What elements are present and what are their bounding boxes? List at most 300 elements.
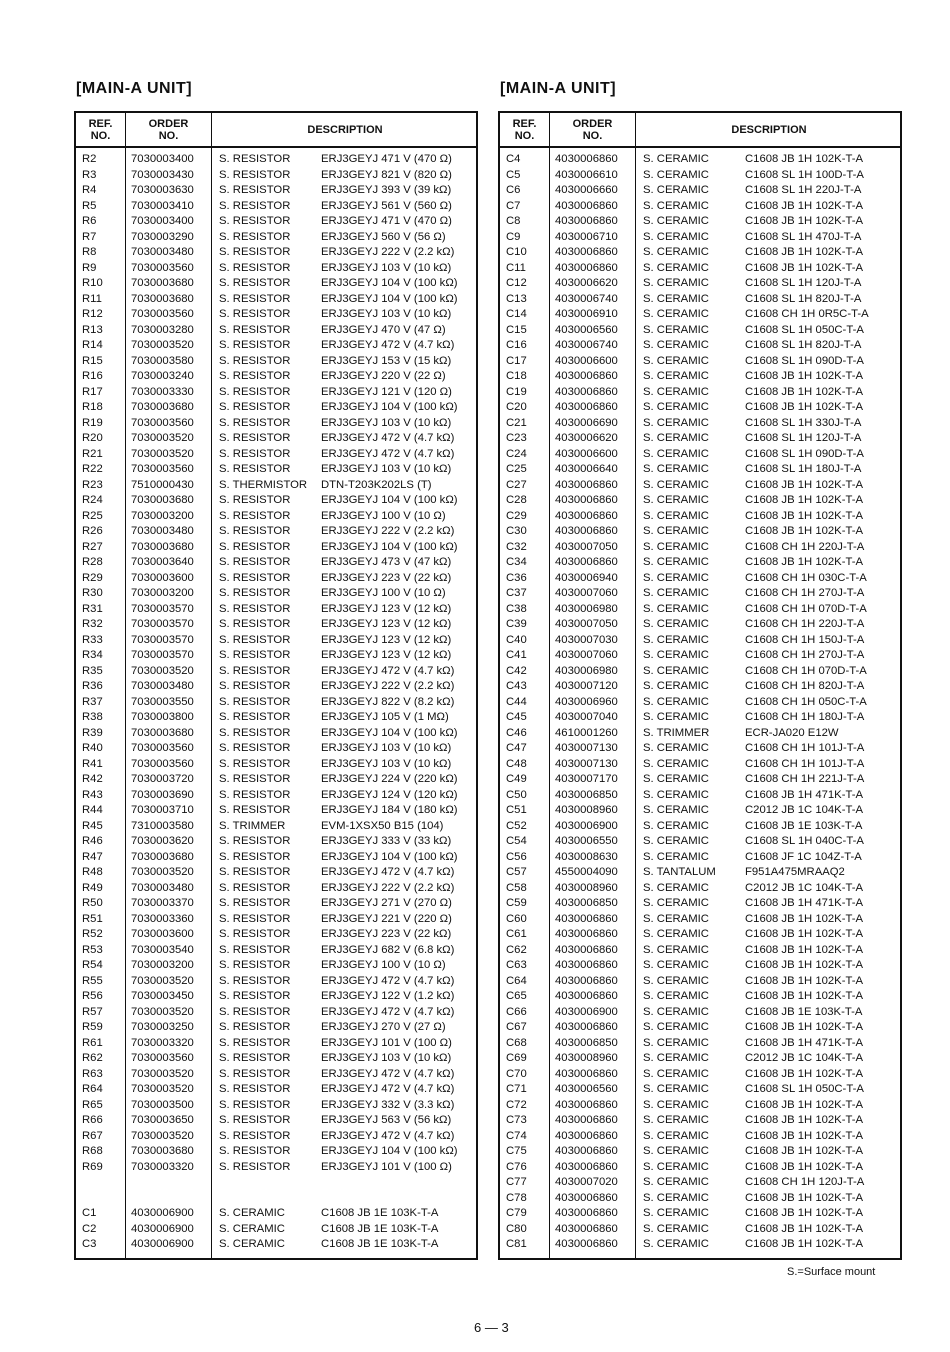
order-no-cell: 7030003520 (131, 974, 194, 987)
ref-no-cell: R34 (82, 649, 103, 661)
part-type-cell: S. CERAMIC (643, 664, 709, 677)
table-row (76, 183, 476, 199)
ref-no-cell: R6 (82, 215, 97, 227)
ref-no-cell: C18 (506, 370, 527, 382)
part-spec-cell: ERJ3GEYJ 470 V (47 Ω) (321, 323, 446, 336)
part-type-cell: S. RESISTOR (219, 1083, 291, 1095)
ref-no-cell: R40 (82, 742, 103, 754)
part-type-cell: S. CERAMIC (643, 1176, 709, 1188)
part-type-cell: S. RESISTOR (219, 168, 291, 181)
order-no-cell: 4030006900 (555, 819, 618, 832)
table-row (76, 199, 476, 215)
part-type-cell: S. CERAMIC (643, 1160, 709, 1173)
table-row (76, 431, 476, 447)
table-row (76, 834, 476, 850)
order-no-cell: 4030007060 (555, 649, 618, 661)
order-no-cell: 7030003200 (131, 509, 194, 522)
part-type-cell: S. CERAMIC (643, 695, 709, 708)
order-no-cell: 7030003480 (131, 246, 194, 258)
order-no-cell: 7030003520 (131, 447, 194, 460)
part-spec-cell: ERJ3GEYJ 472 V (4.7 kΩ) (321, 339, 455, 351)
part-type-cell: S. RESISTOR (219, 602, 291, 615)
order-no-cell: 4030007020 (555, 1176, 618, 1188)
part-type-cell: S. THERMISTOR (219, 478, 308, 491)
ref-no-cell: C11 (506, 261, 526, 274)
table-row (500, 757, 900, 773)
ref-no-cell: C80 (506, 1222, 527, 1235)
order-no-cell: 4030006860 (555, 153, 618, 165)
order-no-cell: 7030003550 (131, 695, 194, 708)
table-row (500, 865, 900, 881)
table-row (500, 586, 900, 602)
part-spec-cell: C1608 CH 1H 070D-T-A (745, 664, 867, 677)
order-no-cell: 4030006860 (555, 928, 618, 940)
part-type-cell: S. CERAMIC (643, 525, 709, 537)
table-row (500, 896, 900, 912)
ref-no-cell: C9 (506, 230, 521, 243)
table-row (500, 1129, 900, 1145)
order-no-cell: 7030003560 (131, 261, 194, 274)
order-no-cell: 7030003570 (131, 618, 194, 630)
part-spec-cell: ERJ3GEYJ 393 V (39 kΩ) (321, 184, 452, 196)
part-type-cell: S. CERAMIC (643, 277, 709, 289)
part-spec-cell: C1608 JB 1H 102K-T-A (745, 943, 864, 956)
part-spec-cell: C1608 CH 1H 220J-T-A (745, 540, 865, 553)
table-row (500, 726, 900, 742)
order-no-cell: 4030006860 (555, 943, 618, 956)
part-type-cell: S. CERAMIC (643, 1129, 709, 1142)
order-no-cell: 4030006860 (555, 1145, 618, 1157)
table-row (76, 865, 476, 881)
order-no-cell: 4030006900 (131, 1207, 194, 1219)
part-type-cell: S. CERAMIC (643, 230, 709, 243)
order-no-cell: 4030007120 (555, 680, 618, 692)
part-spec-cell: C1608 SL 1H 090D-T-A (745, 354, 864, 367)
order-no-cell: 7030003800 (131, 711, 194, 723)
part-type-cell: S. CERAMIC (643, 974, 709, 987)
part-spec-cell: C1608 JB 1H 102K-T-A (745, 1238, 864, 1250)
table-row (500, 168, 900, 184)
part-type-cell: S. CERAMIC (643, 339, 709, 351)
part-type-cell: S. RESISTOR (219, 1098, 291, 1111)
table-row (500, 369, 900, 385)
part-type-cell: S. RESISTOR (219, 215, 291, 227)
table-row (76, 819, 476, 835)
order-no-cell: 4030007040 (555, 711, 618, 723)
table-row (500, 261, 900, 277)
part-type-cell: S. RESISTOR (219, 680, 291, 692)
ref-no-cell: R67 (82, 1129, 103, 1142)
part-spec-cell: C1608 JB 1H 102K-T-A (745, 1160, 864, 1173)
part-type-cell: S. RESISTOR (219, 1052, 291, 1064)
table-row (76, 261, 476, 277)
order-no-cell: 4030006860 (555, 990, 618, 1002)
right-unit-title: [MAIN-A UNIT] (500, 80, 617, 97)
table-row (76, 524, 476, 540)
part-spec-cell: ERJ3GEYJ 100 V (10 Ω) (321, 587, 446, 599)
part-spec-cell: C1608 CH 1H 180J-T-A (745, 711, 865, 723)
ref-no-cell: R32 (82, 618, 103, 630)
ref-no-cell: R14 (82, 339, 103, 351)
table-row (76, 664, 476, 680)
part-spec-cell: C1608 JB 1H 102K-T-A (745, 246, 864, 258)
ref-no-cell: C30 (506, 525, 527, 537)
ref-no-cell: R38 (82, 711, 103, 723)
order-no-cell: 7030003520 (131, 1083, 194, 1095)
table-row (76, 509, 476, 525)
part-type-cell: S. CERAMIC (643, 246, 709, 258)
part-type-cell: S. RESISTOR (219, 788, 291, 801)
ref-no-cell: R48 (82, 866, 103, 878)
part-spec-cell: ERJ3GEYJ 471 V (470 Ω) (321, 215, 452, 227)
footnote: S.=Surface mount (787, 1266, 876, 1278)
ref-no-cell: R66 (82, 1114, 103, 1126)
part-spec-cell: ERJ3GEYJ 103 V (10 kΩ) (321, 416, 452, 429)
ref-no-cell: R15 (82, 354, 103, 367)
ref-no-cell: R63 (82, 1067, 103, 1080)
ref-no-cell: R12 (82, 308, 103, 320)
table-row (500, 524, 900, 540)
part-spec-cell: C1608 JB 1H 102K-T-A (745, 385, 864, 398)
table-row (500, 276, 900, 292)
ref-no-cell: C78 (506, 1191, 527, 1204)
table-row (500, 679, 900, 695)
part-type-cell: S. CERAMIC (643, 757, 709, 770)
order-no-cell: 7030003560 (131, 308, 194, 320)
part-spec-cell: ERJ3GEYJ 121 V (120 Ω) (321, 385, 452, 398)
ref-no-cell: R52 (82, 928, 103, 940)
ref-no-cell: C69 (506, 1052, 527, 1064)
order-no-cell: 7030003520 (131, 432, 194, 444)
ref-no-cell: R26 (82, 525, 103, 537)
part-type-cell: S. CERAMIC (643, 494, 709, 506)
ref-no-cell: R23 (82, 478, 103, 491)
table-row (76, 493, 476, 509)
table-row (76, 307, 476, 323)
order-no-cell: 4030006900 (131, 1222, 194, 1235)
table-row (500, 245, 900, 261)
ref-no-cell: C81 (506, 1238, 527, 1250)
table-row (76, 1237, 476, 1253)
part-spec-cell: ERJ3GEYJ 124 V (120 kΩ) (321, 788, 458, 801)
table-row (500, 788, 900, 804)
part-spec-cell: ERJ3GEYJ 103 V (10 kΩ) (321, 463, 452, 475)
ref-no-cell: C12 (506, 277, 527, 289)
table-header (500, 113, 900, 148)
part-spec-cell: ERJ3GEYJ 220 V (22 Ω) (321, 370, 446, 382)
ref-no-cell: R24 (82, 494, 103, 506)
order-no-cell: 7030003560 (131, 742, 194, 754)
table-row (76, 447, 476, 463)
table-row (500, 571, 900, 587)
table-row (500, 850, 900, 866)
part-type-cell: S. CERAMIC (643, 370, 709, 382)
part-spec-cell: C1608 JB 1H 102K-T-A (745, 1129, 864, 1142)
order-no-cell: 4030006860 (555, 1207, 618, 1219)
ref-no-cell: R43 (82, 788, 103, 801)
part-type-cell: S. RESISTOR (219, 928, 291, 940)
table-row (500, 1051, 900, 1067)
ref-no-cell: R59 (82, 1021, 103, 1033)
table-row (76, 323, 476, 339)
table-row (76, 292, 476, 308)
ref-no-cell: C6 (506, 184, 521, 196)
order-no-cell: 4030006660 (555, 184, 618, 196)
part-spec-cell: ERJ3GEYJ 472 V (4.7 kΩ) (321, 664, 455, 677)
ref-no-cell: R61 (82, 1036, 103, 1049)
table-row (76, 881, 476, 897)
table-row (76, 1129, 476, 1145)
table-row (76, 571, 476, 587)
table-row (76, 927, 476, 943)
table-row (76, 1222, 476, 1238)
order-no-cell: 7030003520 (131, 1005, 194, 1018)
table-row (500, 1237, 900, 1253)
part-spec-cell: C1608 JB 1E 103K-T-A (745, 1005, 863, 1018)
order-no-cell: 7030003540 (131, 943, 194, 956)
order-no-cell: 7030003520 (131, 1067, 194, 1080)
part-type-cell: S. CERAMIC (643, 168, 709, 181)
part-type-cell: S. CERAMIC (643, 943, 709, 956)
table-body (76, 152, 476, 1253)
ref-no-cell: C4 (506, 153, 521, 165)
ref-no-cell: R37 (82, 695, 103, 708)
part-type-cell: S. CERAMIC (643, 1222, 709, 1235)
table-row (500, 710, 900, 726)
ref-no-cell: R45 (82, 819, 103, 832)
table-row (500, 1160, 900, 1176)
part-type-cell: S. CERAMIC (643, 509, 709, 522)
part-type-cell: S. CERAMIC (643, 587, 709, 599)
part-type-cell: S. CERAMIC (643, 1114, 709, 1126)
part-spec-cell: ERJ3GEYJ 123 V (12 kΩ) (321, 618, 452, 630)
order-no-cell: 4030006550 (555, 835, 618, 847)
part-spec-cell: C1608 SL 1H 820J-T-A (745, 292, 862, 305)
ref-no-cell: R5 (82, 199, 97, 212)
part-spec-cell: ECR-JA020 E12W (745, 726, 839, 739)
part-spec-cell: ERJ3GEYJ 270 V (27 Ω) (321, 1021, 446, 1033)
part-type-cell: S. CERAMIC (643, 556, 709, 568)
table-row (500, 958, 900, 974)
part-spec-cell: C1608 CH 1H 101J-T-A (745, 742, 865, 754)
order-no-cell: 7030003450 (131, 990, 194, 1002)
part-type-cell: S. RESISTOR (219, 726, 291, 739)
order-no-cell: 7030003560 (131, 463, 194, 475)
part-spec-cell: ERJ3GEYJ 103 V (10 kΩ) (321, 742, 452, 754)
part-type-cell: S. RESISTOR (219, 540, 291, 553)
part-type-cell: S. RESISTOR (219, 990, 291, 1002)
ref-no-cell: R20 (82, 432, 103, 444)
table-row (500, 1036, 900, 1052)
part-spec-cell: C1608 JB 1H 102K-T-A (745, 153, 864, 165)
table-row (76, 400, 476, 416)
table-row (76, 1206, 476, 1222)
order-no-cell: 7030003680 (131, 277, 194, 289)
table-row (500, 1098, 900, 1114)
part-spec-cell: C1608 JF 1C 104Z-T-A (745, 850, 862, 863)
table-row (500, 943, 900, 959)
part-type-cell: S. CERAMIC (643, 680, 709, 692)
ref-no-cell: C25 (506, 463, 527, 475)
part-spec-cell: ERJ3GEYJ 104 V (100 kΩ) (321, 292, 458, 305)
part-type-cell: S. RESISTOR (219, 1160, 291, 1173)
part-type-cell: S. CERAMIC (643, 1052, 709, 1064)
table-row (76, 803, 476, 819)
table-row (76, 168, 476, 184)
ref-no-cell: C10 (506, 246, 527, 258)
order-no-cell: 7030003480 (131, 680, 194, 692)
ref-no-cell: C23 (506, 432, 527, 444)
table-row (76, 1175, 476, 1191)
ref-no-cell: C32 (506, 540, 527, 553)
order-no-cell: 7030003200 (131, 587, 194, 599)
ref-no-cell: C61 (506, 928, 527, 940)
part-spec-cell: C1608 JB 1E 103K-T-A (321, 1222, 439, 1235)
table-row (76, 478, 476, 494)
part-spec-cell: C1608 JB 1H 102K-T-A (745, 478, 864, 491)
table-row (76, 1098, 476, 1114)
ref-no-cell: C73 (506, 1114, 527, 1126)
part-spec-cell: C1608 CH 1H 120J-T-A (745, 1176, 865, 1188)
table-row (500, 881, 900, 897)
part-spec-cell: ERJ3GEYJ 104 V (100 kΩ) (321, 401, 458, 413)
part-type-cell: S. RESISTOR (219, 401, 291, 413)
part-spec-cell: ERJ3GEYJ 103 V (10 kΩ) (321, 261, 452, 274)
part-type-cell: S. CERAMIC (643, 897, 709, 909)
table-row (76, 230, 476, 246)
ref-no-cell: R62 (82, 1052, 103, 1064)
part-type-cell: S. CERAMIC (643, 1207, 709, 1219)
part-type-cell: S. RESISTOR (219, 866, 291, 878)
order-no-cell: 7030003640 (131, 556, 194, 568)
table-row (500, 462, 900, 478)
part-type-cell: S. RESISTOR (219, 1114, 291, 1126)
ref-no-cell: R13 (82, 323, 103, 336)
ref-no-cell: C27 (506, 478, 527, 491)
table-row (76, 896, 476, 912)
order-no-cell: 4030006860 (555, 974, 618, 987)
part-type-cell: S. RESISTOR (219, 230, 291, 243)
order-no-cell: 7030003200 (131, 959, 194, 971)
ref-no-cell: R3 (82, 168, 97, 181)
part-spec-cell: ERJ3GEYJ 223 V (22 kΩ) (321, 928, 452, 940)
ref-no-cell: C71 (506, 1083, 527, 1095)
order-no-cell: 4030006860 (555, 912, 618, 925)
part-type-cell: S. RESISTOR (219, 447, 291, 460)
order-no-cell: 4030006850 (555, 1036, 618, 1049)
part-type-cell: S. CERAMIC (643, 602, 709, 615)
part-type-cell: S. CERAMIC (643, 323, 709, 336)
order-no-cell: 7030003280 (131, 323, 194, 336)
ref-no-cell: C43 (506, 680, 527, 692)
ref-no-cell: C20 (506, 401, 527, 413)
order-no-cell: 4030006740 (555, 292, 618, 305)
right-parts-table (498, 111, 902, 1260)
part-spec-cell: C1608 JB 1H 102K-T-A (745, 556, 864, 568)
order-no-cell: 4030006860 (555, 525, 618, 537)
ref-no-cell: C62 (506, 943, 527, 956)
order-no-cell: 4030007170 (555, 773, 618, 785)
table-row (500, 772, 900, 788)
table-row (76, 1036, 476, 1052)
part-type-cell: S. RESISTOR (219, 571, 291, 584)
part-spec-cell: ERJ3GEYJ 100 V (10 Ω) (321, 959, 446, 971)
part-type-cell: S. CERAMIC (219, 1222, 285, 1235)
order-no-cell: 4030006860 (555, 401, 618, 413)
order-no-cell: 4030006560 (555, 323, 618, 336)
ref-no-cell: C41 (506, 649, 527, 661)
part-spec-cell: ERJ3GEYJ 222 V (2.2 kΩ) (321, 680, 455, 692)
part-type-cell: S. CERAMIC (643, 1036, 709, 1049)
part-spec-cell: ERJ3GEYJ 472 V (4.7 kΩ) (321, 1067, 455, 1080)
table-row (500, 989, 900, 1005)
part-type-cell: S. RESISTOR (219, 587, 291, 599)
ref-no-cell: C59 (506, 897, 527, 909)
order-no-cell: 4030006860 (555, 494, 618, 506)
part-spec-cell: C1608 JB 1H 471K-T-A (745, 788, 864, 801)
part-type-cell: S. RESISTOR (219, 432, 291, 444)
part-spec-cell: C1608 JB 1H 102K-T-A (745, 1145, 864, 1157)
part-type-cell: S. RESISTOR (219, 618, 291, 630)
part-type-cell: S. CERAMIC (643, 711, 709, 723)
order-no-cell: 7510000430 (131, 478, 194, 491)
part-type-cell: S. RESISTOR (219, 525, 291, 537)
part-spec-cell: ERJ3GEYJ 472 V (4.7 kΩ) (321, 1083, 455, 1095)
order-no-cell: 7030003240 (131, 370, 194, 382)
table-row (76, 416, 476, 432)
part-type-cell: S. CERAMIC (643, 742, 709, 754)
table-row (76, 586, 476, 602)
ref-no-cell: C2 (82, 1222, 97, 1235)
part-spec-cell: C1608 SL 1H 050C-T-A (745, 1083, 864, 1095)
order-no-cell: 7030003570 (131, 602, 194, 615)
ref-no-cell: C57 (506, 866, 527, 878)
part-type-cell: S. CERAMIC (643, 788, 709, 801)
part-type-cell: S. CERAMIC (643, 881, 709, 894)
table-row (500, 478, 900, 494)
ref-no-cell: C50 (506, 788, 527, 801)
order-no-cell: 4030006620 (555, 277, 618, 289)
order-no-cell: 4030007130 (555, 757, 618, 770)
part-spec-cell: C1608 JB 1H 102K-T-A (745, 1114, 864, 1126)
table-row (76, 710, 476, 726)
table-header (76, 113, 476, 148)
table-row (76, 462, 476, 478)
order-no-cell: 4030006900 (131, 1238, 194, 1250)
order-no-cell: 4030007030 (555, 633, 618, 646)
part-spec-cell: C1608 JB 1H 102K-T-A (745, 1207, 864, 1219)
table-row (500, 602, 900, 618)
part-spec-cell: ERJ3GEYJ 471 V (470 Ω) (321, 153, 452, 165)
table-row (76, 648, 476, 664)
order-no-cell: 7030003690 (131, 788, 194, 801)
part-type-cell: S. RESISTOR (219, 804, 291, 816)
order-no-cell: 7030003650 (131, 1114, 194, 1126)
order-no-cell: 4030008960 (555, 881, 618, 894)
part-type-cell: S. RESISTOR (219, 881, 291, 894)
order-no-cell: 4030007050 (555, 618, 618, 630)
part-type-cell: S. CERAMIC (643, 199, 709, 212)
part-spec-cell: C1608 SL 1H 220J-T-A (745, 184, 862, 196)
ref-no-cell: R39 (82, 726, 103, 739)
part-type-cell: S. RESISTOR (219, 897, 291, 909)
order-no-cell: 4030006600 (555, 447, 618, 460)
order-no-cell: 7030003520 (131, 664, 194, 677)
part-spec-cell: C1608 JB 1H 102K-T-A (745, 370, 864, 382)
order-no-cell: 4030006740 (555, 339, 618, 351)
part-type-cell: S. RESISTOR (219, 959, 291, 971)
part-spec-cell: ERJ3GEYJ 104 V (100 kΩ) (321, 277, 458, 289)
